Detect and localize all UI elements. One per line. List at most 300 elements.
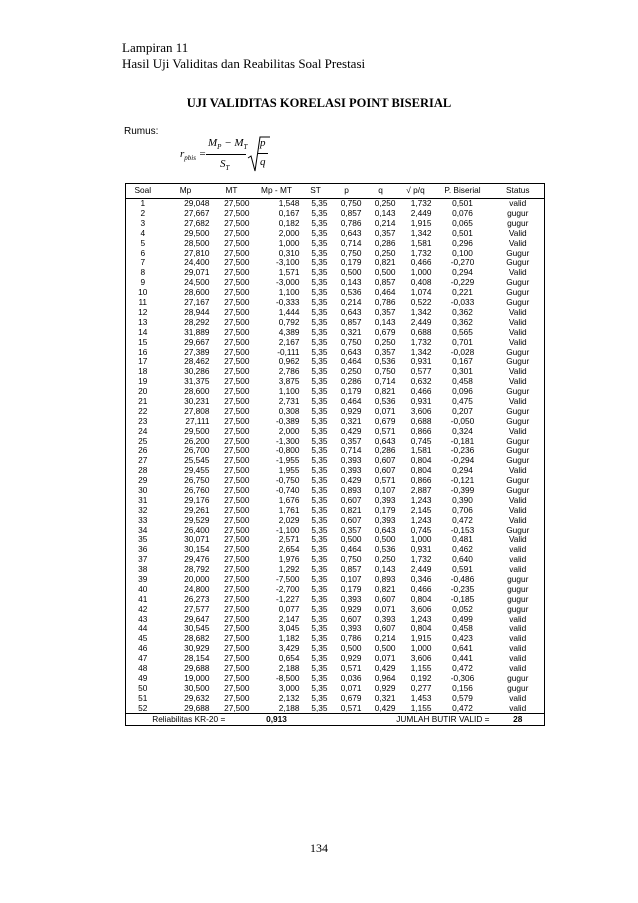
cell-p-biserial: 0,641 xyxy=(452,644,473,654)
cell-p: 0,036 xyxy=(340,673,362,683)
cell-status: gugur xyxy=(492,674,545,684)
cell-mp: 29,500 xyxy=(184,426,210,436)
cell-mp: 29,688 xyxy=(184,663,210,673)
cell-st: 5,35 xyxy=(311,703,328,713)
cell-soal: 31 xyxy=(126,496,160,506)
cell-status: Gugur xyxy=(492,298,545,308)
cell-status: Valid xyxy=(492,426,545,436)
cell-mt: 27,500 xyxy=(224,594,250,604)
formula xyxy=(176,136,286,176)
cell-sqrt-pq: 0,804 xyxy=(410,466,432,476)
header-status: Status xyxy=(492,184,545,199)
cell-mp: 27,682 xyxy=(184,218,210,228)
cell-mp: 19,000 xyxy=(184,673,210,683)
cell-mp: 26,273 xyxy=(184,594,210,604)
cell-mp-mt: -0,750 xyxy=(275,475,300,486)
cell-st: 5,35 xyxy=(311,634,328,644)
header-mp-mt: Mp - MT xyxy=(252,184,302,199)
cell-status: valid xyxy=(492,555,545,565)
cell-soal: 21 xyxy=(126,397,160,407)
cell-sqrt-pq: 0,577 xyxy=(410,367,432,377)
table-row xyxy=(126,199,545,209)
cell-p: 0,464 xyxy=(340,545,362,555)
cell-mt: 27,500 xyxy=(224,396,250,406)
cell-st: 5,35 xyxy=(311,416,328,426)
cell-mp: 30,071 xyxy=(184,535,210,545)
formula-lhs: $r_{pbis}$ = xyxy=(180,148,207,163)
table-row xyxy=(126,318,545,328)
cell-q: 0,357 xyxy=(374,228,396,238)
cell-mt: 27,500 xyxy=(224,228,250,238)
cell-soal: 22 xyxy=(126,407,160,417)
cell-mp-mt: 0,654 xyxy=(278,653,300,664)
cell-mt: 27,500 xyxy=(224,703,250,713)
cell-soal: 36 xyxy=(126,545,160,555)
cell-q: 0,607 xyxy=(374,466,396,476)
cell-mp: 26,400 xyxy=(184,525,210,535)
cell-mp-mt: -2,700 xyxy=(275,584,300,594)
cell-mp: 30,545 xyxy=(184,624,210,634)
cell-sqrt-pq: 0,866 xyxy=(410,475,432,486)
table-row xyxy=(126,288,545,298)
cell-mt: 27,500 xyxy=(224,653,250,664)
cell-mt: 27,500 xyxy=(224,515,250,525)
cell-status: Gugur xyxy=(492,347,545,357)
cell-mp-mt: 1,182 xyxy=(278,634,300,644)
cell-status: gugur xyxy=(492,595,545,605)
cell-q: 0,750 xyxy=(374,367,396,377)
cell-st: 5,35 xyxy=(311,347,328,357)
cell-mt: 27,500 xyxy=(224,446,250,456)
cell-st: 5,35 xyxy=(311,218,328,228)
table-row xyxy=(126,229,545,239)
cell-status: gugur xyxy=(492,219,545,229)
cell-p: 0,714 xyxy=(340,446,362,456)
cell-mt: 27,500 xyxy=(224,525,250,535)
cell-soal: 20 xyxy=(126,387,160,397)
cell-mt: 27,500 xyxy=(224,555,250,565)
table-row xyxy=(126,248,545,258)
cell-mp: 28,944 xyxy=(184,307,210,317)
cell-q: 0,857 xyxy=(374,278,396,288)
cell-p-biserial: 0,362 xyxy=(452,317,473,327)
cell-status: Gugur xyxy=(492,288,545,298)
cell-mp-mt: 1,976 xyxy=(278,555,300,565)
cell-p-biserial: -0,033 xyxy=(450,297,475,308)
cell-mp: 27,810 xyxy=(184,248,210,258)
cell-p: 0,750 xyxy=(340,337,362,347)
cell-q: 0,714 xyxy=(374,377,396,387)
cell-mp: 24,800 xyxy=(184,584,210,594)
table-row xyxy=(126,585,545,595)
cell-status: gugur xyxy=(492,605,545,615)
cell-mt: 27,500 xyxy=(224,673,250,683)
cell-mp-mt: -3,000 xyxy=(275,278,300,288)
cell-st: 5,35 xyxy=(311,624,328,634)
cell-sqrt-pq: 0,866 xyxy=(410,426,432,436)
cell-p: 0,929 xyxy=(340,406,362,416)
cell-q: 0,250 xyxy=(374,337,396,347)
cell-mp-mt: 1,000 xyxy=(278,238,300,248)
cell-q: 0,143 xyxy=(374,208,396,219)
cell-mt: 27,500 xyxy=(224,456,250,466)
cell-q: 0,357 xyxy=(374,347,396,357)
cell-sqrt-pq: 0,192 xyxy=(410,673,432,683)
cell-mp-mt: 3,045 xyxy=(278,624,300,634)
cell-sqrt-pq: 0,804 xyxy=(410,624,432,634)
cell-q: 0,250 xyxy=(374,198,396,209)
header-p-biserial: P. Biserial xyxy=(434,184,492,199)
cell-st: 5,35 xyxy=(311,297,328,308)
cell-p-biserial: 0,052 xyxy=(452,604,473,614)
cell-sqrt-pq: 1,000 xyxy=(410,644,432,654)
cell-mp: 30,231 xyxy=(184,396,210,406)
cell-status: Valid xyxy=(492,308,545,318)
cell-p-biserial: 0,100 xyxy=(452,248,473,258)
table-row xyxy=(126,298,545,308)
cell-sqrt-pq: 1,342 xyxy=(410,307,432,317)
formula-q: q xyxy=(260,156,266,168)
cell-mp-mt: 3,000 xyxy=(278,683,300,693)
cell-st: 5,35 xyxy=(311,614,328,624)
cell-mt: 27,500 xyxy=(224,367,250,377)
table-row xyxy=(126,664,545,674)
cell-p: 0,750 xyxy=(340,555,362,565)
cell-mp: 30,286 xyxy=(184,367,210,377)
table-row xyxy=(126,377,545,387)
cell-mp: 27,167 xyxy=(184,297,210,308)
cell-mp-mt: 2,167 xyxy=(278,337,300,347)
cell-p: 0,571 xyxy=(340,703,362,713)
cell-p: 0,179 xyxy=(340,386,362,397)
cell-mt: 27,500 xyxy=(224,604,250,614)
cell-sqrt-pq: 0,688 xyxy=(410,416,432,426)
cell-p: 0,643 xyxy=(340,347,362,357)
table-row xyxy=(126,407,545,417)
valid-count-label: JUMLAH BUTIR VALID = xyxy=(302,714,492,726)
cell-soal: 16 xyxy=(126,347,160,357)
cell-soal: 15 xyxy=(126,337,160,347)
cell-p: 0,286 xyxy=(340,377,362,387)
cell-q: 0,357 xyxy=(374,307,396,317)
cell-soal: 37 xyxy=(126,555,160,565)
cell-status: valid xyxy=(492,545,545,555)
cell-p: 0,857 xyxy=(340,208,362,219)
cell-mt: 27,500 xyxy=(224,297,250,308)
cell-p-biserial: 0,390 xyxy=(452,495,473,505)
cell-q: 0,571 xyxy=(374,426,396,436)
cell-sqrt-pq: 0,804 xyxy=(410,456,432,466)
cell-mt: 27,500 xyxy=(224,327,250,337)
cell-p: 0,393 xyxy=(340,594,362,604)
cell-soal: 3 xyxy=(126,219,160,229)
cell-soal: 41 xyxy=(126,595,160,605)
cell-st: 5,35 xyxy=(311,307,328,317)
cell-q: 0,679 xyxy=(374,327,396,337)
cell-soal: 10 xyxy=(126,288,160,298)
cell-st: 5,35 xyxy=(311,288,328,298)
cell-sqrt-pq: 0,408 xyxy=(410,278,432,288)
table-row xyxy=(126,397,545,407)
cell-q: 0,286 xyxy=(374,446,396,456)
cell-q: 0,500 xyxy=(374,268,396,278)
cell-st: 5,35 xyxy=(311,327,328,337)
cell-mp-mt: -1,955 xyxy=(275,456,300,466)
cell-q: 0,607 xyxy=(374,594,396,604)
table-row xyxy=(126,684,545,694)
cell-q: 0,464 xyxy=(374,288,396,298)
cell-soal: 25 xyxy=(126,436,160,446)
cell-status: Gugur xyxy=(492,436,545,446)
header-line-1: Lampiran 11 xyxy=(122,40,189,55)
cell-sqrt-pq: 0,632 xyxy=(410,377,432,387)
cell-soal: 32 xyxy=(126,506,160,516)
cell-mp: 20,000 xyxy=(184,574,210,584)
cell-mp: 30,154 xyxy=(184,545,210,555)
cell-p: 0,393 xyxy=(340,456,362,466)
table-row xyxy=(126,644,545,654)
header-sqrt-pq: √ p/q xyxy=(398,184,434,199)
cell-status: Gugur xyxy=(492,417,545,427)
cell-p: 0,893 xyxy=(340,485,362,495)
cell-status: gugur xyxy=(492,575,545,585)
cell-sqrt-pq: 1,581 xyxy=(410,238,432,248)
cell-sqrt-pq: 1,732 xyxy=(410,248,432,258)
cell-mp: 27,667 xyxy=(184,208,210,219)
cell-st: 5,35 xyxy=(311,653,328,664)
cell-mp-mt: 1,100 xyxy=(278,386,300,397)
cell-mp: 29,261 xyxy=(184,505,210,515)
cell-soal: 35 xyxy=(126,535,160,545)
cell-p-biserial: -0,270 xyxy=(450,258,475,268)
cell-soal: 17 xyxy=(126,357,160,367)
cell-status: Gugur xyxy=(492,387,545,397)
cell-soal: 5 xyxy=(126,239,160,249)
cell-soal: 49 xyxy=(126,674,160,684)
cell-status: Valid xyxy=(492,506,545,516)
cell-mt: 27,500 xyxy=(224,278,250,288)
cell-sqrt-pq: 0,346 xyxy=(410,574,432,584)
cell-p: 0,750 xyxy=(340,198,362,209)
cell-p-biserial: 0,167 xyxy=(452,357,473,367)
cell-p-biserial: -0,153 xyxy=(450,525,475,535)
cell-q: 0,250 xyxy=(374,555,396,565)
cell-st: 5,35 xyxy=(311,525,328,535)
cell-mt: 27,500 xyxy=(224,317,250,327)
cell-p-biserial: -0,236 xyxy=(450,446,475,456)
cell-p: 0,429 xyxy=(340,475,362,486)
cell-q: 0,107 xyxy=(374,485,396,495)
cell-p: 0,607 xyxy=(340,515,362,525)
cell-sqrt-pq: 0,466 xyxy=(410,386,432,397)
validity-table xyxy=(125,183,545,726)
cell-st: 5,35 xyxy=(311,683,328,693)
header-soal: Soal xyxy=(126,184,160,199)
table-row xyxy=(126,476,545,486)
cell-mt: 27,500 xyxy=(224,436,250,446)
cell-p-biserial: -0,028 xyxy=(450,347,475,357)
cell-mt: 27,500 xyxy=(224,663,250,673)
cell-q: 0,607 xyxy=(374,456,396,466)
cell-q: 0,821 xyxy=(374,258,396,268)
table-row xyxy=(126,387,545,397)
cell-p: 0,607 xyxy=(340,495,362,505)
cell-mt: 27,500 xyxy=(224,495,250,505)
cell-p-biserial: 0,362 xyxy=(452,307,473,317)
cell-p: 0,750 xyxy=(340,248,362,258)
cell-mp-mt: 1,548 xyxy=(278,198,300,209)
cell-st: 5,35 xyxy=(311,228,328,238)
cell-mp-mt: 1,444 xyxy=(278,307,300,317)
cell-p-biserial: -0,306 xyxy=(450,673,475,683)
cell-mt: 27,500 xyxy=(224,258,250,268)
cell-mp-mt: -8,500 xyxy=(275,673,300,683)
cell-p: 0,500 xyxy=(340,644,362,654)
cell-sqrt-pq: 1,155 xyxy=(410,663,432,673)
cell-st: 5,35 xyxy=(311,485,328,495)
table-footer-row xyxy=(126,714,545,726)
cell-mt: 27,500 xyxy=(224,505,250,515)
cell-mp: 29,176 xyxy=(184,495,210,505)
cell-p: 0,464 xyxy=(340,357,362,367)
cell-q: 0,536 xyxy=(374,545,396,555)
cell-p-biserial: 0,481 xyxy=(452,535,473,545)
cell-st: 5,35 xyxy=(311,436,328,446)
cell-mt: 27,500 xyxy=(224,268,250,278)
cell-sqrt-pq: 1,732 xyxy=(410,555,432,565)
cell-soal: 48 xyxy=(126,664,160,674)
cell-sqrt-pq: 0,804 xyxy=(410,594,432,604)
cell-mp: 28,292 xyxy=(184,317,210,327)
table-row xyxy=(126,575,545,585)
cell-p: 0,321 xyxy=(340,327,362,337)
cell-st: 5,35 xyxy=(311,386,328,397)
cell-mt: 27,500 xyxy=(224,337,250,347)
table-row xyxy=(126,654,545,664)
cell-p-biserial: 0,441 xyxy=(452,653,473,664)
header-q: q xyxy=(364,184,398,199)
cell-p-biserial: 0,076 xyxy=(452,208,473,219)
cell-soal: 2 xyxy=(126,209,160,219)
cell-p-biserial: -0,486 xyxy=(450,574,475,584)
cell-p: 0,786 xyxy=(340,218,362,228)
table-row xyxy=(126,605,545,615)
cell-soal: 13 xyxy=(126,318,160,328)
cell-mp: 26,700 xyxy=(184,446,210,456)
cell-mp: 28,682 xyxy=(184,634,210,644)
cell-p-biserial: 0,501 xyxy=(452,228,473,238)
cell-mt: 27,500 xyxy=(224,386,250,397)
cell-st: 5,35 xyxy=(311,545,328,555)
cell-p-biserial: 0,472 xyxy=(452,703,473,713)
cell-p: 0,786 xyxy=(340,634,362,644)
table-row xyxy=(126,357,545,367)
cell-status: valid xyxy=(492,624,545,634)
cell-p: 0,714 xyxy=(340,238,362,248)
header-line-2: Hasil Uji Validitas dan Reabilitas Soal Prestasi xyxy=(122,56,366,71)
cell-mp: 24,500 xyxy=(184,278,210,288)
cell-sqrt-pq: 0,688 xyxy=(410,327,432,337)
cell-status: Gugur xyxy=(492,456,545,466)
cell-mt: 27,500 xyxy=(224,357,250,367)
cell-soal: 6 xyxy=(126,248,160,258)
cell-st: 5,35 xyxy=(311,268,328,278)
cell-p-biserial: 0,472 xyxy=(452,515,473,525)
cell-sqrt-pq: 1,000 xyxy=(410,268,432,278)
cell-sqrt-pq: 1,732 xyxy=(410,198,432,209)
cell-q: 0,893 xyxy=(374,574,396,584)
table-row xyxy=(126,219,545,229)
table-row xyxy=(126,456,545,466)
cell-sqrt-pq: 2,449 xyxy=(410,317,432,327)
cell-sqrt-pq: 0,522 xyxy=(410,297,432,308)
cell-p: 0,929 xyxy=(340,604,362,614)
cell-p-biserial: -0,229 xyxy=(450,278,475,288)
cell-mt: 27,500 xyxy=(224,574,250,584)
cell-status: Valid xyxy=(492,367,545,377)
cell-sqrt-pq: 2,449 xyxy=(410,208,432,219)
table-row xyxy=(126,347,545,357)
cell-sqrt-pq: 0,931 xyxy=(410,545,432,555)
sqrt-fraction-bar xyxy=(258,153,268,154)
cell-st: 5,35 xyxy=(311,555,328,565)
cell-mp-mt: 3,429 xyxy=(278,644,300,654)
cell-mt: 27,500 xyxy=(224,416,250,426)
cell-status: valid xyxy=(492,565,545,575)
cell-p-biserial: 0,301 xyxy=(452,367,473,377)
cell-soal: 29 xyxy=(126,476,160,486)
rumus-label: Rumus: xyxy=(124,126,159,137)
cell-mp-mt: 1,676 xyxy=(278,495,300,505)
cell-mp-mt: 1,955 xyxy=(278,466,300,476)
cell-status: Valid xyxy=(492,318,545,328)
valid-count-value: 28 xyxy=(492,714,545,726)
cell-mp-mt: 3,875 xyxy=(278,377,300,387)
cell-p-biserial: -0,185 xyxy=(450,594,475,604)
cell-mt: 27,500 xyxy=(224,426,250,436)
cell-mp-mt: 0,167 xyxy=(278,208,300,219)
cell-p-biserial: 0,156 xyxy=(452,683,473,693)
cell-st: 5,35 xyxy=(311,446,328,456)
cell-p: 0,821 xyxy=(340,505,362,515)
cell-p-biserial: 0,458 xyxy=(452,377,473,387)
cell-mt: 27,500 xyxy=(224,475,250,486)
table-row xyxy=(126,565,545,575)
cell-mp-mt: 2,000 xyxy=(278,426,300,436)
cell-mp: 26,760 xyxy=(184,485,210,495)
cell-p-biserial: -0,050 xyxy=(450,416,475,426)
cell-st: 5,35 xyxy=(311,564,328,575)
header-p: p xyxy=(330,184,364,199)
cell-sqrt-pq: 1,155 xyxy=(410,703,432,713)
cell-p-biserial: 0,296 xyxy=(452,238,473,248)
cell-st: 5,35 xyxy=(311,208,328,219)
cell-st: 5,35 xyxy=(311,337,328,347)
cell-st: 5,35 xyxy=(311,238,328,248)
cell-sqrt-pq: 1,581 xyxy=(410,446,432,456)
cell-q: 0,821 xyxy=(374,584,396,594)
cell-soal: 18 xyxy=(126,367,160,377)
cell-mp: 29,688 xyxy=(184,703,210,713)
cell-status: gugur xyxy=(492,684,545,694)
cell-status: Gugur xyxy=(492,446,545,456)
cell-mt: 27,500 xyxy=(224,545,250,555)
table-row xyxy=(126,258,545,268)
cell-soal: 52 xyxy=(126,703,160,713)
cell-p: 0,607 xyxy=(340,614,362,624)
cell-mt: 27,500 xyxy=(224,347,250,357)
formula-denominator: $S_T$ xyxy=(220,158,230,173)
